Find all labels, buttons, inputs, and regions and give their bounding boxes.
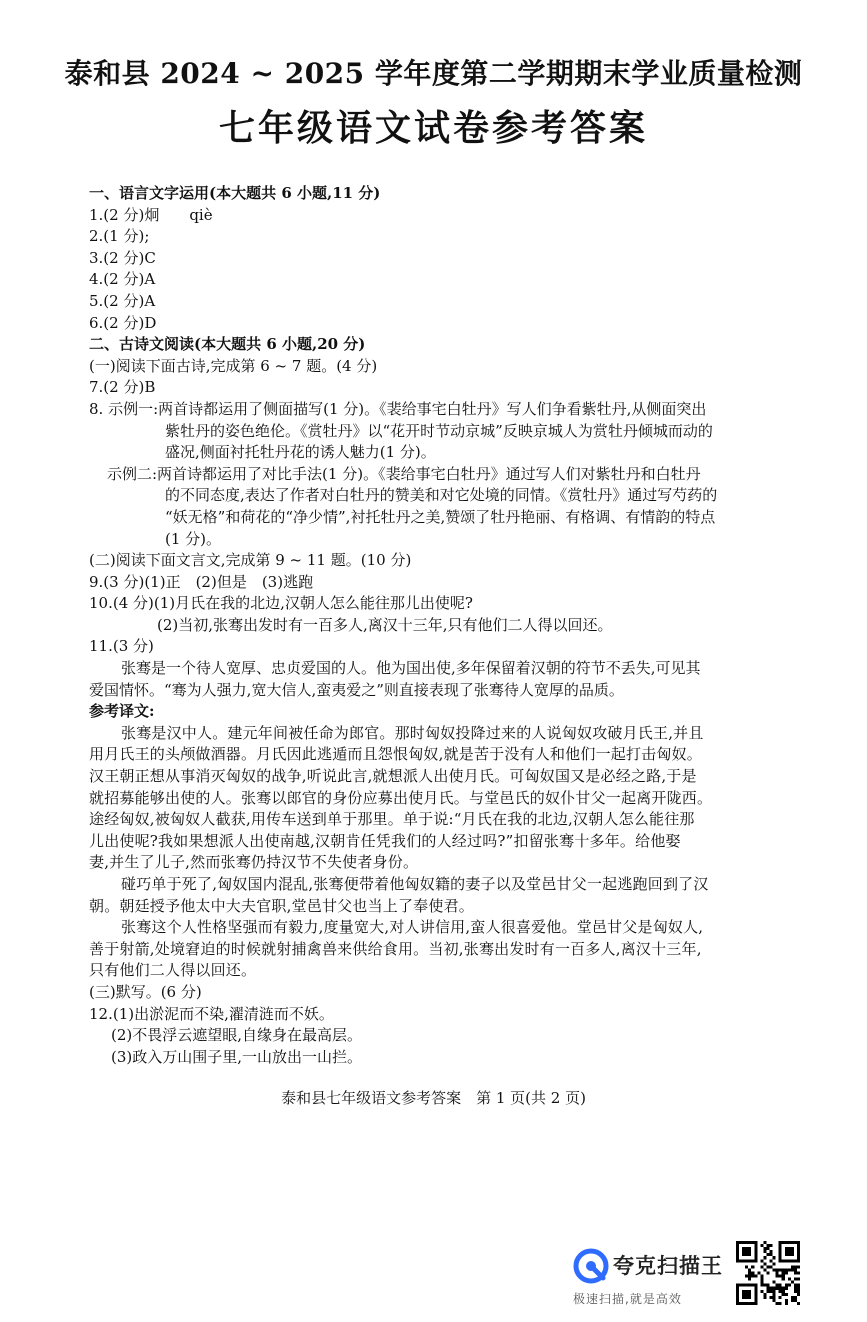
section-heading: 二、古诗文阅读(本大题共 6 小题,20 分) bbox=[89, 335, 366, 354]
brand-name: 夸克扫描王 bbox=[613, 1254, 723, 1278]
page-subtitle: 七年级语文试卷参考答案 bbox=[218, 107, 648, 149]
brand-slogan: 极速扫描,就是高效 bbox=[573, 1292, 682, 1306]
answer-line: (1 分)。 bbox=[165, 529, 222, 548]
answer-line: 1.(2 分)炯 qiè bbox=[89, 205, 213, 224]
answer-content bbox=[89, 183, 789, 1068]
translation-line: 就招募能够出使的人。张骞以郎官的身份应募出使月氏。与堂邑氏的奴仆甘父一起离开陇西。 bbox=[89, 788, 713, 807]
qr-code-icon bbox=[736, 1241, 800, 1305]
translation-line: 张骞这个人性格坚强而有毅力,度量宽大,对人讲信用,蛮人很喜爱他。堂邑甘父是匈奴人, bbox=[121, 918, 704, 937]
translation-line: 途经匈奴,被匈奴人截获,用传车送到单于那里。单于说:“月氏在我的北边,汉朝人怎么能往那 bbox=[89, 810, 695, 829]
answer-line: 8. 示例一:两首诗都运用了侧面描写(1 分)。《裴给事宅白牡丹》写人们争看紫牡丹,从侧面突出 bbox=[89, 399, 707, 418]
page-footer: 泰和县七年级语文参考答案 第 1 页(共 2 页) bbox=[281, 1089, 586, 1107]
translation-line: 善于射箭,处境窘迫的时候就射捕禽兽来供给食用。当初,张骞出发时有一百多人,离汉十三年, bbox=[89, 939, 702, 958]
answer-line: (2)不畏浮云遮望眼,自缘身在最高层。 bbox=[111, 1026, 363, 1045]
answer-line: 盛况,侧面衬托牡丹花的诱人魅力(1 分)。 bbox=[165, 443, 436, 462]
answer-line: 6.(2 分)D bbox=[89, 313, 157, 332]
answer-line: 5.(2 分)A bbox=[89, 291, 156, 310]
answer-line: 7.(2 分)B bbox=[89, 378, 156, 397]
page-title: 泰和县 2024 ~ 2025 学年度第二学期期末学业质量检测 bbox=[64, 57, 803, 90]
answer-line: 示例二:两首诗都运用了对比手法(1 分)。《裴给事宅白牡丹》通过写人们对紫牡丹和白牡丹 bbox=[107, 464, 701, 483]
quark-logo-icon bbox=[573, 1248, 609, 1284]
subsection-heading: (一)阅读下面古诗,完成第 6 ~ 7 题。(4 分) bbox=[89, 356, 378, 375]
answer-line: 9.(3 分)(1)正 (2)但是 (3)逃跑 bbox=[89, 572, 314, 591]
answer-line: (2)当初,张骞出发时有一百多人,离汉十三年,只有他们二人得以回还。 bbox=[157, 615, 613, 634]
answer-line: 3.(2 分)C bbox=[89, 248, 156, 267]
translation-line: 儿出使呢?我如果想派人出使南越,汉朝肯任凭我们的人经过吗?”扣留张骞十多年。给他娶 bbox=[89, 831, 681, 850]
answer-line: “妖无格”和荷花的“净少情”,衬托牡丹之美,赞颂了牡丹艳丽、有格调、有情韵的特点 bbox=[165, 507, 716, 526]
answer-line: 2.(1 分); bbox=[89, 227, 150, 246]
answer-line: 爱国情怀。“骞为人强力,宽大信人,蛮夷爱之”则直接表现了张骞待人宽厚的品质。 bbox=[89, 680, 624, 699]
subsection-heading: (三)默写。(6 分) bbox=[89, 982, 202, 1001]
answer-line: 张骞是一个待人宽厚、忠贞爱国的人。他为国出使,多年保留着汉朝的符节不丢失,可见其 bbox=[121, 659, 701, 678]
translation-line: 张骞是汉中人。建元年间被任命为郎官。那时匈奴投降过来的人说匈奴攻破月氏王,并且 bbox=[121, 723, 704, 742]
subsection-heading: (二)阅读下面文言文,完成第 9 ~ 11 题。(10 分) bbox=[89, 551, 412, 570]
translation-line: 碰巧单于死了,匈奴国内混乱,张骞便带着他匈奴籍的妻子以及堂邑甘父一起逃跑回到了汉 bbox=[121, 875, 709, 893]
scanner-watermark bbox=[573, 1244, 733, 1308]
answer-line: 12.(1)出淤泥而不染,濯清涟而不妖。 bbox=[89, 1004, 334, 1023]
section-heading: 一、语言文字运用(本大题共 6 小题,11 分) bbox=[89, 184, 381, 202]
answer-line: (3)政入万山围子里,一山放出一山拦。 bbox=[111, 1047, 363, 1066]
translation-line: 妻,并生了儿子,然而张骞仍持汉节不失使者身份。 bbox=[89, 853, 419, 872]
answer-line: 4.(2 分)A bbox=[89, 270, 156, 289]
answer-line: 紫牡丹的姿色绝伦。《赏牡丹》以“花开时节动京城”反映京城人为赏牡丹倾城而动的 bbox=[165, 421, 713, 440]
answer-line: 11.(3 分) bbox=[89, 637, 154, 656]
translation-heading: 参考译文: bbox=[89, 702, 155, 721]
translation-line: 汉王朝正想从事消灭匈奴的战争,听说此言,就想派人出使月氏。可匈奴国又是必经之路,于是 bbox=[89, 767, 697, 786]
answer-line: 的不同态度,表达了作者对白牡丹的赞美和对它处境的同情。《赏牡丹》通过写芍药的 bbox=[165, 486, 718, 505]
answer-line: 10.(4 分)(1)月氏在我的北边,汉朝人怎么能往那儿出使呢? bbox=[89, 594, 473, 613]
translation-line: 用月氏王的头颅做酒器。月氏因此逃遁而且怨恨匈奴,就是苦于没有人和他们一起打击匈奴。 bbox=[89, 745, 702, 764]
translation-line: 只有他们二人得以回还。 bbox=[89, 961, 257, 980]
translation-line: 朝。朝廷授予他太中大夫官职,堂邑甘父也当上了奉使君。 bbox=[89, 896, 474, 915]
